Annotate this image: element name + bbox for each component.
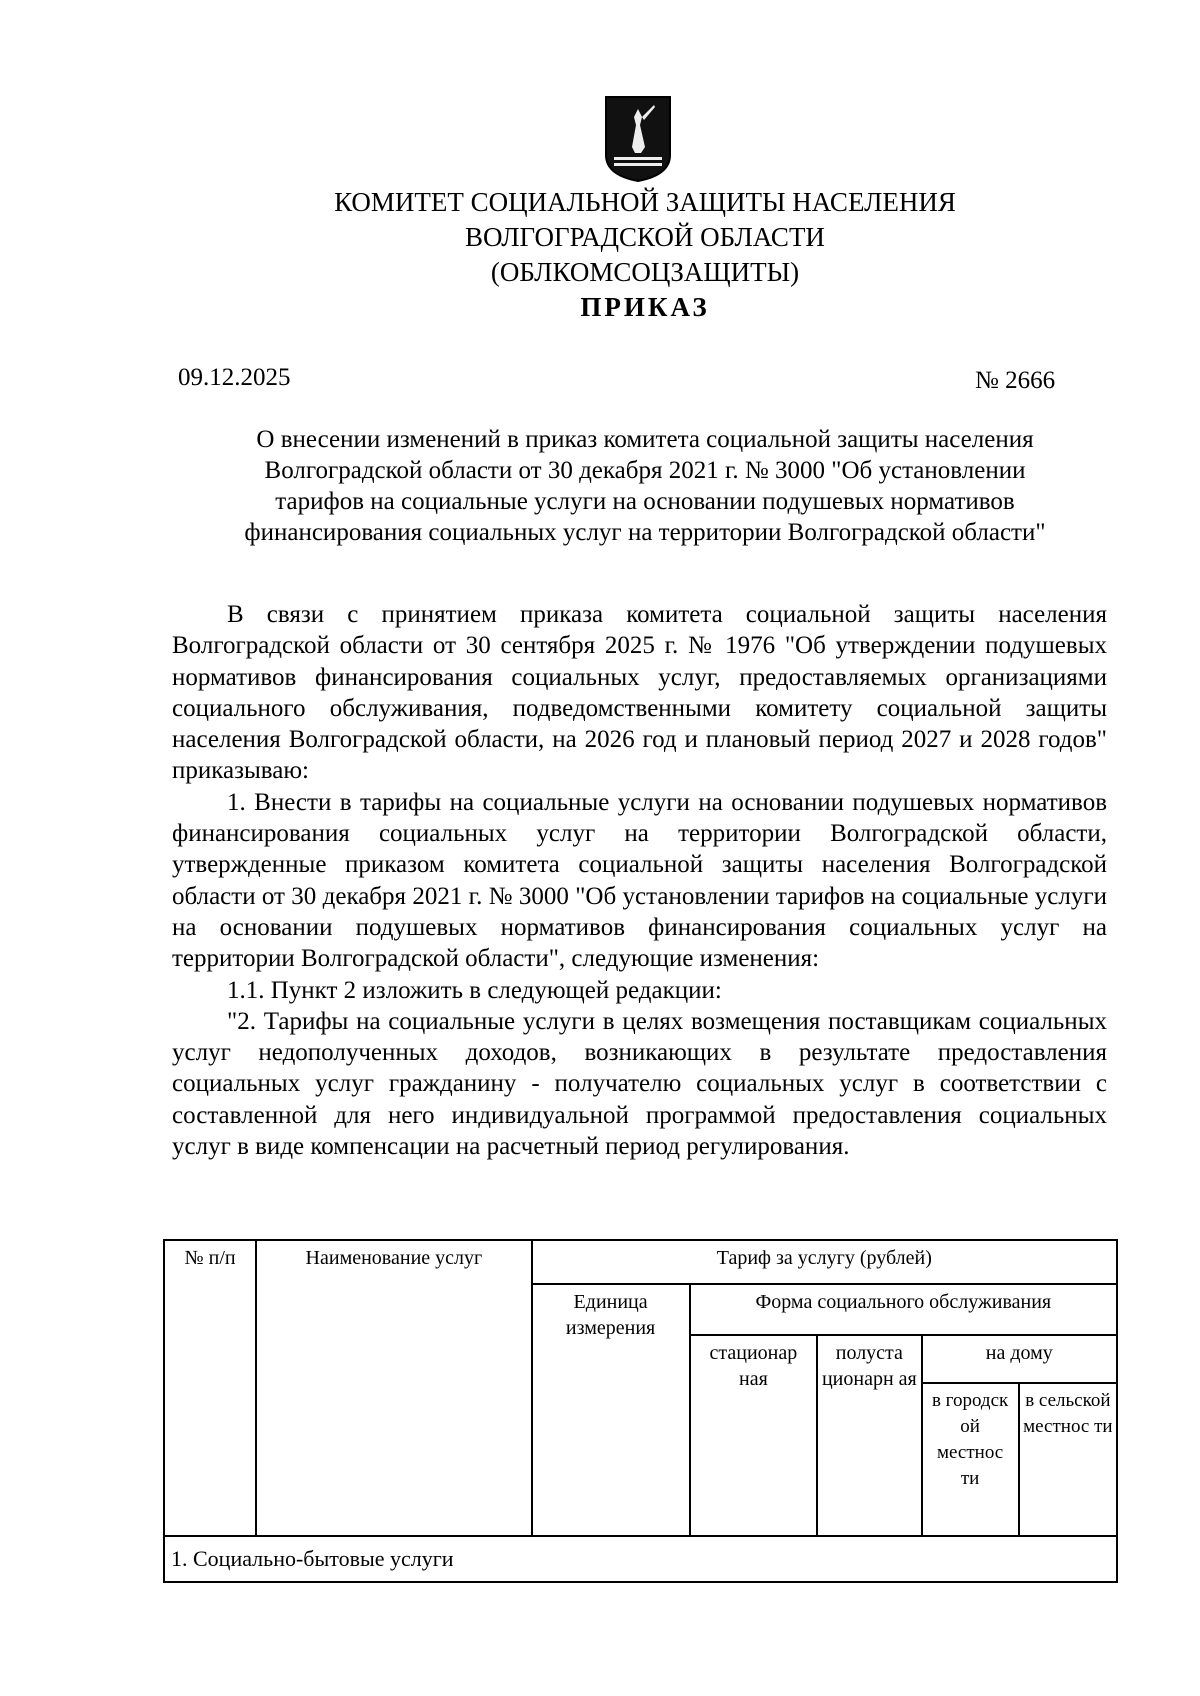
body-paragraph: В связи с принятием приказа комитета социальной защиты населения Волгоградской области от 30 сентября 2025 г. № 1976 "Об утверждении подушевых нормативов финансирования социальных услуг, предоставляемых организациями социального обслуживания, подведомственными комитету социальной защиты населения Волгоградской области, на 2026 год и плановый период 2027 и 2028 годов" приказываю:: [172, 601, 1107, 785]
document-subject: [160, 424, 1130, 548]
body-paragraph: "2. Тарифы на социальные услуги в целях возмещения поставщикам социальных услуг недополученных доходов, возникающих в результате предоставления социальных услуг гражданину - получателю социальных услуг в соответствии с составленной для него индивидуальной программой предоставления социальных услуг в виде компенсации на расчетный период регулирования.: [172, 1007, 1107, 1161]
document-header: [0, 185, 1200, 325]
header-cell-name: Наименование услуг: [256, 1240, 531, 1536]
subject-line2: Волгоградской области от 30 декабря 2021 г. № 3000 "Об установлении: [264, 457, 1026, 484]
document-date: 09.12.2025: [178, 364, 291, 391]
org-name-line2: ВОЛГОГРАДСКОЙ ОБЛАСТИ: [465, 222, 825, 252]
body-paragraph: 1.1. Пункт 2 изложить в следующей редакции:: [227, 976, 722, 1004]
volgograd-emblem-icon: [604, 95, 672, 183]
subject-line1: О внесении изменений в приказ комитета социальной защиты населения: [256, 426, 1034, 453]
body-paragraph: 1. Внести в тарифы на социальные услуги на основании подушевых нормативов финансирования социальных услуг на территории Волгоградской области, утвержденные приказом комитета социальной защиты населения Волгоградской области от 30 декабря 2021 г. № 3000 "Об установлении тарифов на социальные услуги на основании подушевых нормативов финансирования социальных услуг на территории Волгоградской области", следующие изменения:: [172, 788, 1107, 973]
header-cell-urban: в городск ой местнос ти: [922, 1383, 1019, 1536]
header-cell-stationary: стационар ная: [690, 1335, 818, 1536]
org-name-line3: (ОБЛКОМСОЦЗАЩИТЫ): [490, 257, 800, 287]
table-section-row: 1. Социально-бытовые услуги: [164, 1536, 1117, 1582]
header-cell-semistationary: полуста ционарн ая: [817, 1335, 921, 1536]
document-body: [172, 599, 1107, 1162]
document-type: ПРИКАЗ: [580, 292, 710, 322]
header-cell-number: № п/п: [164, 1240, 256, 1536]
subject-line4: финансирования социальных услуг на территории Волгоградской области": [244, 519, 1046, 546]
header-cell-unit: Единица измерения: [532, 1284, 690, 1535]
header-cell-rural: в сельской местнос ти: [1019, 1383, 1117, 1536]
subject-line3: тарифов на социальные услуги на основании подушевых нормативов: [275, 488, 1015, 515]
org-name-line1: КОМИТЕТ СОЦИАЛЬНОЙ ЗАЩИТЫ НАСЕЛЕНИЯ: [334, 187, 956, 217]
header-cell-home: на дому: [922, 1335, 1118, 1383]
tariff-table: [163, 1239, 1118, 1583]
header-cell-form: Форма социального обслуживания: [690, 1284, 1117, 1334]
document-number: № 2666: [975, 367, 1056, 394]
header-cell-tariff: Тариф за услугу (рублей): [532, 1240, 1117, 1284]
